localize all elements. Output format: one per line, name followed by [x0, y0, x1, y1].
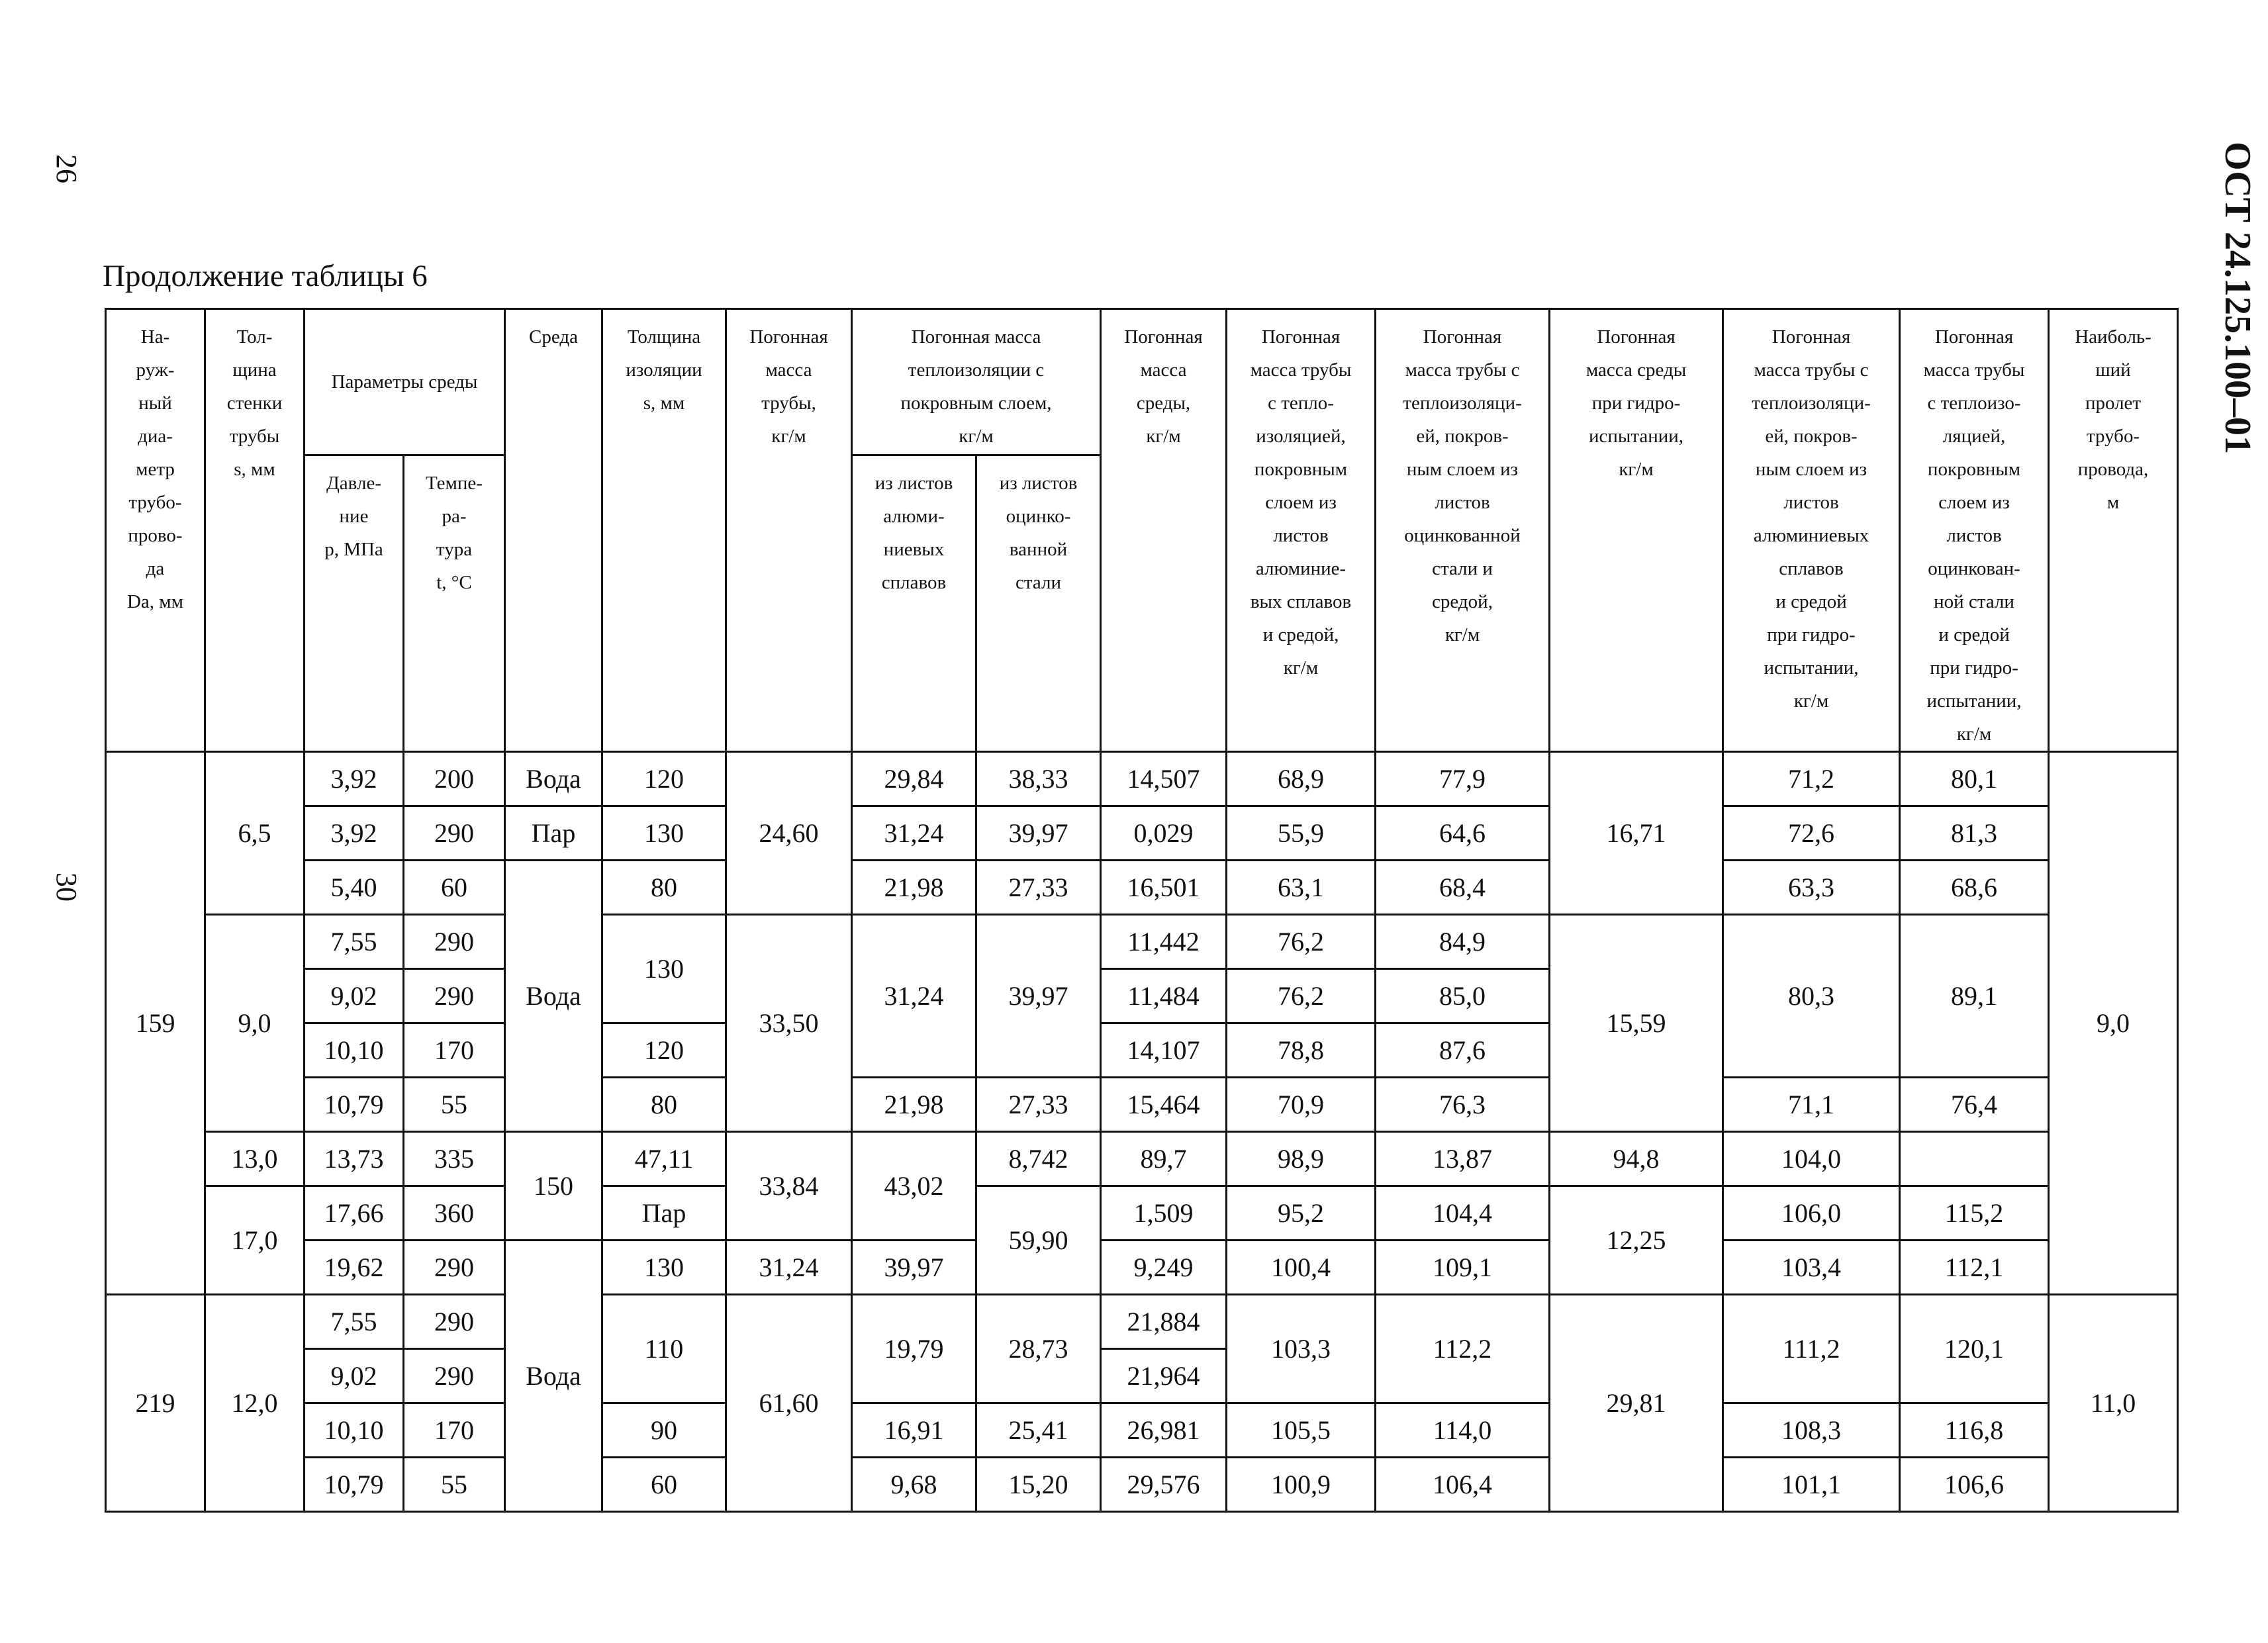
table-row — [106, 915, 2178, 969]
page-number-middle: 30 — [50, 872, 83, 902]
cell-hydro-al: 94,8 — [1550, 1132, 1723, 1186]
cell-wall: 9,0 — [205, 915, 305, 1132]
cell-pressure: 10,10 — [305, 1403, 404, 1458]
cell-insulation: 60 — [602, 1458, 726, 1512]
cell-ins-al: 31,24 — [852, 915, 976, 1078]
cell-hydro-zn: 89,1 — [1900, 915, 2049, 1078]
cell-total-al: 78,8 — [1227, 1023, 1376, 1078]
cell-temperature: 55 — [404, 1078, 505, 1132]
cell-hydro-zn: 112,1 — [1900, 1241, 2049, 1295]
cell-medium-mass: 1,509 — [1101, 1186, 1227, 1241]
cell-temperature: 55 — [404, 1458, 505, 1512]
header-temperature: Темпе- ра- тура t, °С — [404, 455, 505, 751]
cell-total-zn: 112,2 — [1376, 1295, 1550, 1403]
cell-pressure: 7,55 — [305, 1295, 404, 1349]
cell-hydro-al: 63,3 — [1723, 861, 1900, 915]
cell-ins-zn: 39,97 — [976, 915, 1101, 1078]
cell-medium-mass: 14,107 — [1101, 1023, 1227, 1078]
cell-hydro-zn: 80,1 — [1900, 752, 2049, 806]
cell-wall: 12,0 — [205, 1295, 305, 1512]
header-pipe-ins-zn-medium: Погонная масса трубы с теплоизоляци- ей, покров- ным слоем из листов оцинкованной стали и средой, кг/м — [1376, 309, 1550, 752]
cell-hydro-zn: 106,6 — [1900, 1458, 2049, 1512]
header-medium-mass: Погонная масса среды, кг/м — [1101, 309, 1227, 752]
header-wall-thickness: Тол- щина стенки трубы s, мм — [205, 309, 305, 752]
cell-hydro-al: 108,3 — [1723, 1403, 1900, 1458]
cell-total-al: 55,9 — [1227, 806, 1376, 861]
cell-pressure: 19,62 — [305, 1241, 404, 1295]
cell-medium-mass: 11,442 — [1101, 915, 1227, 969]
cell-total-zn: 98,9 — [1227, 1132, 1376, 1186]
document-code: ОСТ 24.125.100–01 — [2217, 141, 2258, 455]
cell-hydro-zn: 120,1 — [1900, 1295, 2049, 1403]
cell-wall: 6,5 — [205, 752, 305, 915]
cell-insulation: 130 — [602, 915, 726, 1023]
cell-ins-zn: 28,73 — [976, 1295, 1101, 1403]
cell-total-al: 76,2 — [1227, 915, 1376, 969]
header-pipe-mass: Погонная масса трубы, кг/м — [726, 309, 852, 752]
cell-temperature: 200 — [404, 752, 505, 806]
cell-total-zn: 68,4 — [1376, 861, 1550, 915]
table-row — [106, 1186, 2178, 1241]
cell-ins-al: 21,98 — [852, 861, 976, 915]
table-row — [106, 806, 2178, 861]
cell-ins-zn: 39,97 — [976, 806, 1101, 861]
cell-medium-mass: 15,464 — [1101, 1078, 1227, 1132]
cell-ins-al: 19,79 — [852, 1295, 976, 1403]
cell-pressure: 7,55 — [305, 915, 404, 969]
cell-temperature: 360 — [404, 1186, 505, 1241]
cell-total-zn: 77,9 — [1376, 752, 1550, 806]
cell-hydro-al: 71,2 — [1723, 752, 1900, 806]
header-medium: Среда — [505, 309, 602, 752]
cell-hydro-mass: 29,81 — [1550, 1295, 1723, 1512]
cell-total-zn: 76,3 — [1376, 1078, 1550, 1132]
cell-insulation: 110 — [602, 1295, 726, 1403]
cell-hydro-zn: 68,6 — [1900, 861, 2049, 915]
cell-medium-mass: 29,576 — [1101, 1458, 1227, 1512]
cell-temperature: 290 — [404, 1349, 505, 1403]
cell-span: 11,0 — [2049, 1295, 2178, 1512]
cell-ins-zn: 38,33 — [976, 752, 1101, 806]
cell-total-al: 100,9 — [1227, 1458, 1376, 1512]
cell-medium-mass: 16,501 — [1101, 861, 1227, 915]
cell-total-zn: 85,0 — [1376, 969, 1550, 1023]
cell-wall: 13,0 — [205, 1132, 305, 1186]
cell-ins-al: 31,24 — [852, 806, 976, 861]
cell-temperature: 290 — [404, 1241, 505, 1295]
cell-medium-mass: 21,884 — [1101, 1295, 1227, 1349]
cell-temperature: 170 — [404, 1023, 505, 1078]
pipe-mass-table — [105, 308, 2179, 1513]
cell-total-al: 103,3 — [1227, 1295, 1376, 1403]
cell-pressure: 3,92 — [305, 752, 404, 806]
cell-hydro-mass: 16,71 — [1550, 752, 1723, 915]
cell-insulation: 130 — [602, 1241, 726, 1295]
cell-pipe-mass: 24,60 — [726, 752, 852, 915]
header-pipe-ins-zn-hydro: Погонная масса трубы с теплоизо- ляцией, покровным слоем из листов оцинкован- ной стали и средой при гидро- испытании, кг/м — [1900, 309, 2049, 752]
cell-total-al: 100,4 — [1227, 1241, 1376, 1295]
cell-medium: Вода — [505, 1241, 602, 1512]
cell-pressure: 10,79 — [305, 1078, 404, 1132]
cell-pressure: 10,79 — [305, 1458, 404, 1512]
cell-medium-mass: 14,507 — [1101, 752, 1227, 806]
cell-insulation: 80 — [602, 861, 726, 915]
cell-pressure: 5,40 — [305, 861, 404, 915]
cell-pressure: 17,66 — [305, 1186, 404, 1241]
cell-pressure: 3,92 — [305, 806, 404, 861]
cell-hydro-al: 111,2 — [1723, 1295, 1900, 1403]
cell-span: 9,0 — [2049, 752, 2178, 1295]
cell-total-zn: 104,4 — [1376, 1186, 1550, 1241]
cell-pressure: 10,10 — [305, 1023, 404, 1078]
cell-diameter: 159 — [106, 752, 205, 1295]
table-row — [106, 861, 2178, 915]
table-row — [106, 752, 2178, 806]
cell-hydro-al: 72,6 — [1723, 806, 1900, 861]
cell-medium-mass: 21,964 — [1101, 1349, 1227, 1403]
cell-total-zn: 87,6 — [1376, 1023, 1550, 1078]
cell-pipe-mass: 33,50 — [726, 915, 852, 1132]
table-row — [106, 1132, 2178, 1186]
cell-ins-al: 31,24 — [726, 1241, 852, 1295]
cell-temperature: 290 — [404, 969, 505, 1023]
cell-hydro-al: 101,1 — [1723, 1458, 1900, 1512]
header-pipe-ins-al-hydro: Погонная масса трубы с теплоизоляци- ей, покров- ным слоем из листов алюминиевых сплавов и средой при гидро- испытании, кг/м — [1723, 309, 1900, 752]
cell-medium: Пар — [602, 1186, 726, 1241]
cell-medium-mass: 26,981 — [1101, 1403, 1227, 1458]
cell-medium: Пар — [505, 806, 602, 861]
cell-medium-mass: 9,249 — [1101, 1241, 1227, 1295]
cell-hydro-zn: 76,4 — [1900, 1078, 2049, 1132]
cell-temperature: 290 — [404, 806, 505, 861]
cell-pipe-mass: 59,90 — [976, 1186, 1101, 1295]
table-row — [106, 1458, 2178, 1512]
cell-diameter: 219 — [106, 1295, 205, 1512]
header-pressure: Давле- ние p, МПа — [305, 455, 404, 751]
cell-hydro-al: 71,1 — [1723, 1078, 1900, 1132]
cell-medium-mass: 0,029 — [1101, 806, 1227, 861]
cell-pipe-mass: 47,11 — [602, 1132, 726, 1186]
cell-total-al: 68,9 — [1227, 752, 1376, 806]
cell-hydro-mass: 15,59 — [1550, 915, 1723, 1132]
cell-insulation: 80 — [602, 1078, 726, 1132]
cell-hydro-mass: 13,87 — [1376, 1132, 1550, 1186]
table-row — [106, 1295, 2178, 1349]
cell-total-zn: 106,4 — [1376, 1458, 1550, 1512]
cell-total-al: 70,9 — [1227, 1078, 1376, 1132]
cell-ins-zn: 25,41 — [976, 1403, 1101, 1458]
header-medium-params: Параметры среды — [305, 309, 505, 455]
cell-temperature: 170 — [404, 1403, 505, 1458]
cell-temperature: 290 — [404, 915, 505, 969]
cell-ins-al: 16,91 — [852, 1403, 976, 1458]
cell-total-zn: 109,1 — [1376, 1241, 1550, 1295]
cell-pipe-mass: 61,60 — [726, 1295, 852, 1512]
header-medium-mass-hydro: Погонная масса среды при гидро- испытании, кг/м — [1550, 309, 1723, 752]
cell-hydro-al: 106,0 — [1723, 1186, 1900, 1241]
cell-ins-zn: 27,33 — [976, 861, 1101, 915]
cell-ins-zn: 27,33 — [976, 1078, 1101, 1132]
header-max-span: Наиболь- ший пролет трубо- провода, м — [2049, 309, 2178, 752]
cell-total-zn: 84,9 — [1376, 915, 1550, 969]
cell-insulation: 120 — [602, 1023, 726, 1078]
cell-total-zn: 64,6 — [1376, 806, 1550, 861]
table-row — [106, 1078, 2178, 1132]
cell-hydro-al: 80,3 — [1723, 915, 1900, 1078]
cell-hydro-zn: 116,8 — [1900, 1403, 2049, 1458]
cell-temperature: 290 — [404, 1295, 505, 1349]
cell-ins-al: 9,68 — [852, 1458, 976, 1512]
cell-medium: Вода — [505, 752, 602, 806]
cell-ins-al: 21,98 — [852, 1078, 976, 1132]
cell-insulation: 90 — [602, 1403, 726, 1458]
cell-medium: Вода — [505, 861, 602, 1132]
cell-temperature: 335 — [404, 1132, 505, 1186]
cell-ins-zn: 15,20 — [976, 1458, 1101, 1512]
header-insulation-thickness: Толщина изоляции s, мм — [602, 309, 726, 752]
cell-total-zn: 114,0 — [1376, 1403, 1550, 1458]
cell-total-al: 76,2 — [1227, 969, 1376, 1023]
header-pipe-ins-al-medium: Погонная масса трубы с тепло- изоляцией, покровным слоем из листов алюминие- вых сплавов и средой, кг/м — [1227, 309, 1376, 752]
cell-temperature: 60 — [404, 861, 505, 915]
cell-ins-al: 29,84 — [852, 752, 976, 806]
cell-ins-zn: 43,02 — [852, 1132, 976, 1241]
cell-medium-mass: 8,742 — [976, 1132, 1101, 1186]
table-caption: Продолжение таблицы 6 — [103, 259, 428, 293]
data-table-container — [105, 308, 2179, 1513]
cell-hydro-zn: 115,2 — [1900, 1186, 2049, 1241]
cell-total-al: 95,2 — [1227, 1186, 1376, 1241]
page-number-top: 26 — [50, 154, 83, 183]
cell-ins-al: 33,84 — [726, 1132, 852, 1241]
cell-hydro-zn: 81,3 — [1900, 806, 2049, 861]
header-insulation-mass: Погонная масса теплоизоляции с покровным слоем, кг/м — [852, 309, 1101, 455]
cell-total-al: 89,7 — [1101, 1132, 1227, 1186]
cell-insulation: 130 — [602, 806, 726, 861]
cell-wall: 17,0 — [205, 1186, 305, 1295]
cell-insulation: 150 — [505, 1132, 602, 1241]
cell-pressure: 9,02 — [305, 969, 404, 1023]
header-insulation-mass-al: из листов алюми- ниевых сплавов — [852, 455, 976, 751]
header-outer-diameter: На- руж- ный диа- метр трубо- прово- да Da, мм — [106, 309, 205, 752]
cell-pressure: 9,02 — [305, 1349, 404, 1403]
cell-insulation: 120 — [602, 752, 726, 806]
cell-hydro-mass: 12,25 — [1550, 1186, 1723, 1295]
cell-ins-zn: 39,97 — [852, 1241, 976, 1295]
table-row — [106, 1403, 2178, 1458]
cell-pressure: 13,73 — [305, 1132, 404, 1186]
cell-total-al: 63,1 — [1227, 861, 1376, 915]
header-insulation-mass-zn: из листов оцинко- ванной стали — [976, 455, 1101, 751]
cell-total-al: 105,5 — [1227, 1403, 1376, 1458]
cell-medium-mass: 11,484 — [1101, 969, 1227, 1023]
cell-hydro-al: 103,4 — [1723, 1241, 1900, 1295]
table-row — [106, 1241, 2178, 1295]
cell-hydro-zn: 104,0 — [1723, 1132, 1900, 1186]
